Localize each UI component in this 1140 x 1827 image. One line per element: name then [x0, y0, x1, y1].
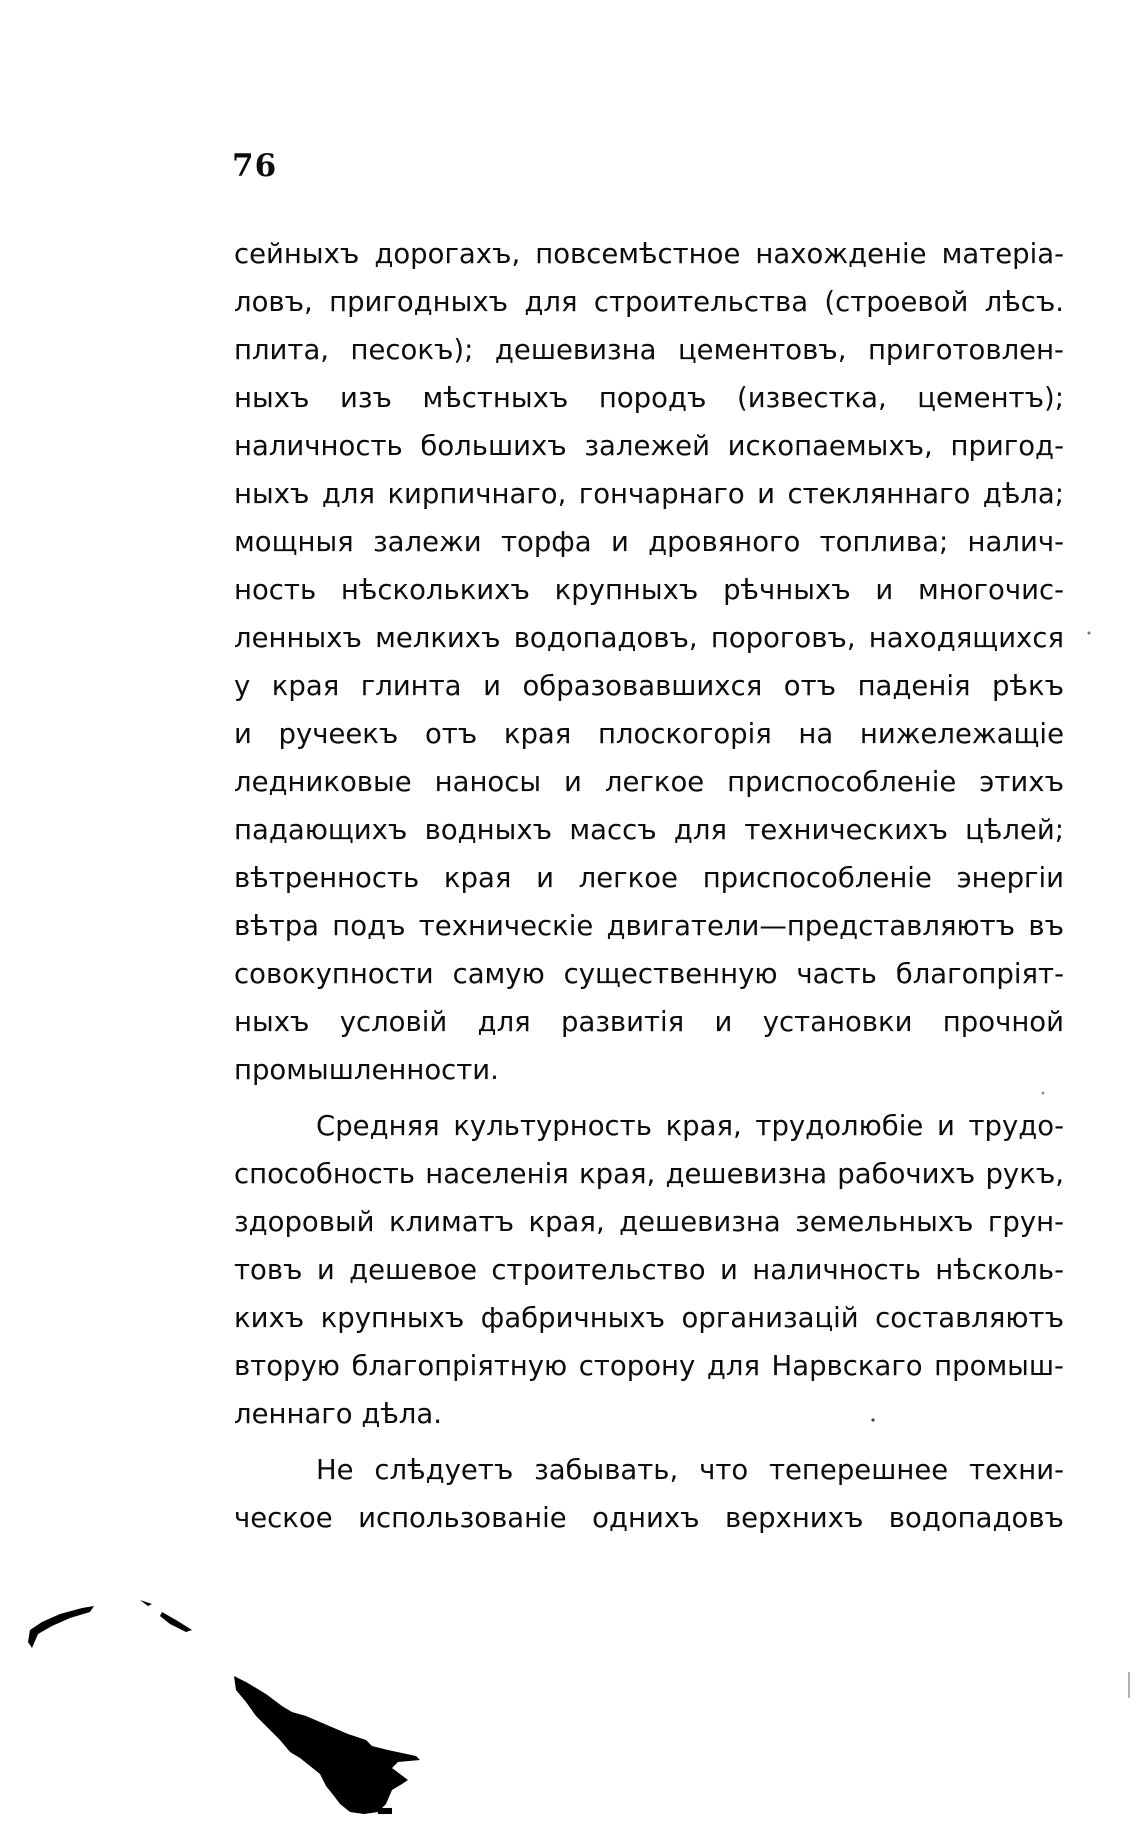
- text-line: промышленности.: [234, 1054, 499, 1086]
- text-line: Не слѣдуетъ забывать, что теперешнее техни-: [316, 1454, 1064, 1486]
- text-line: ледниковые наносы и легкое приспособленіе этихъ: [234, 766, 1064, 798]
- text-line: и ручеекъ отъ края плоскогорія на нижележащіе: [234, 718, 1064, 750]
- text-line: вѣтра подъ техническіе двигатели—представляютъ въ: [234, 910, 1064, 942]
- page-number: 76: [232, 148, 278, 184]
- text-line: падающихъ водныхъ массъ для техническихъ цѣлей;: [234, 814, 1064, 846]
- text-line: ныхъ для кирпичнаго, гончарнаго и стекляннаго дѣла;: [234, 478, 1064, 510]
- text-line: леннаго дѣла.: [234, 1398, 442, 1430]
- text-line: вторую благопріятную сторону для Нарвскаго промыш-: [234, 1350, 1064, 1382]
- body-text: [234, 230, 1064, 1542]
- scan-speck: [870, 1417, 876, 1423]
- text-line: плита, песокъ); дешевизна цементовъ, приготовлен-: [234, 334, 1064, 366]
- text-line: ность нѣсколькихъ крупныхъ рѣчныхъ и многочис-: [234, 574, 1064, 606]
- text-line: ныхъ изъ мѣстныхъ породъ (известка, цементъ);: [234, 382, 1064, 414]
- text-line: способность населенія края, дешевизна рабочихъ рукъ,: [234, 1158, 1064, 1190]
- text-line: ныхъ условій для развитія и установки прочной: [234, 1006, 1064, 1038]
- text-line: мощныя залежи торфа и дровяного топлива; налич-: [234, 526, 1064, 558]
- text-line: у края глинта и образовавшихся отъ паденія рѣкъ: [234, 670, 1064, 702]
- text-line: наличность большихъ залежей ископаемыхъ, пригод-: [234, 430, 1064, 462]
- text-line: Средняя культурность края, трудолюбіе и трудо-: [316, 1110, 1064, 1142]
- scan-artifact: [20, 1590, 440, 1820]
- text-line: здоровый климатъ края, дешевизна земельныхъ грун-: [234, 1206, 1064, 1238]
- scan-speck: [1086, 630, 1092, 636]
- scan-speck: [1126, 1670, 1132, 1700]
- text-line: ленныхъ мелкихъ водопадовъ, пороговъ, находящихся: [234, 622, 1064, 654]
- text-line: ческое использованіе однихъ верхнихъ водопадовъ: [234, 1502, 1064, 1534]
- text-line: ловъ, пригодныхъ для строительства (строевой лѣсъ.: [234, 286, 1064, 318]
- text-line: вѣтренность края и легкое приспособленіе энергіи: [234, 862, 1064, 894]
- text-line: сейныхъ дорогахъ, повсемѣстное нахожденіе матеріа-: [234, 238, 1064, 270]
- text-line: товъ и дешевое строительство и наличность нѣсколь-: [234, 1254, 1064, 1286]
- scan-speck: [1040, 1090, 1046, 1096]
- text-line: кихъ крупныхъ фабричныхъ организацій составляютъ: [234, 1302, 1064, 1334]
- text-line: совокупности самую существенную часть благопріят-: [234, 958, 1064, 990]
